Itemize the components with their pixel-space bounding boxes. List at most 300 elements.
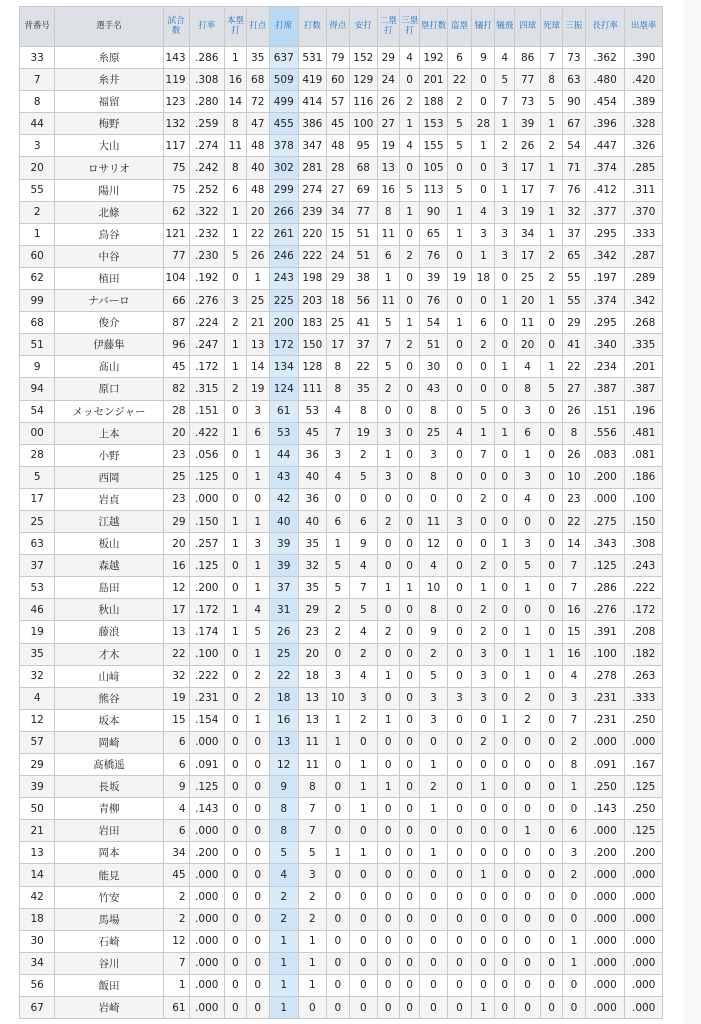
cell-obp: .287 <box>625 245 663 267</box>
cell-so: 26 <box>562 400 585 422</box>
cell-no: 12 <box>20 709 55 731</box>
cell-name: 岩貞 <box>55 488 163 510</box>
cell-hr: 0 <box>224 665 246 687</box>
cell-obp: .333 <box>625 687 663 709</box>
cell-d: 0 <box>377 798 399 820</box>
cell-ab: 419 <box>298 69 326 91</box>
cell-hbp: 0 <box>541 665 563 687</box>
cell-sf: 1 <box>495 356 515 378</box>
cell-avg: .280 <box>189 91 224 113</box>
cell-t: 0 <box>399 952 420 974</box>
cell-h: 0 <box>349 908 377 930</box>
cell-sf: 0 <box>495 510 515 532</box>
column-header-g[interactable]: 試合数 <box>163 7 189 47</box>
cell-hr: 1 <box>224 223 246 245</box>
cell-sb: 5 <box>447 113 472 135</box>
cell-rbi: 48 <box>246 179 269 201</box>
cell-no: 32 <box>20 665 55 687</box>
cell-g: 121 <box>163 223 189 245</box>
cell-slg: .391 <box>585 621 625 643</box>
cell-ab: 53 <box>298 400 326 422</box>
cell-r: 0 <box>326 886 349 908</box>
cell-bb: 1 <box>515 577 541 599</box>
cell-t: 0 <box>399 776 420 798</box>
cell-d: 0 <box>377 886 399 908</box>
cell-sf: 0 <box>495 466 515 488</box>
cell-hbp: 0 <box>541 577 563 599</box>
cell-so: 4 <box>562 665 585 687</box>
cell-name: 鳥谷 <box>55 223 163 245</box>
cell-h: 38 <box>349 267 377 289</box>
cell-pa: 26 <box>269 621 298 643</box>
cell-sh: 1 <box>472 776 495 798</box>
cell-d: 6 <box>377 245 399 267</box>
cell-rbi: 0 <box>246 488 269 510</box>
cell-rbi: 1 <box>246 643 269 665</box>
cell-no: 4 <box>20 687 55 709</box>
table-row <box>20 886 663 908</box>
cell-bb: 0 <box>515 997 541 1019</box>
cell-t: 0 <box>399 444 420 466</box>
cell-tb: 0 <box>420 997 447 1019</box>
cell-tb: 90 <box>420 201 447 223</box>
cell-t: 4 <box>399 47 420 69</box>
cell-h: 0 <box>349 886 377 908</box>
cell-slg: .396 <box>585 113 625 135</box>
cell-t: 0 <box>399 621 420 643</box>
cell-sh: 0 <box>472 952 495 974</box>
cell-slg: .000 <box>585 997 625 1019</box>
cell-d: 19 <box>377 135 399 157</box>
cell-rbi: 5 <box>246 621 269 643</box>
cell-d: 0 <box>377 400 399 422</box>
cell-r: 0 <box>326 997 349 1019</box>
cell-sf: 0 <box>495 754 515 776</box>
cell-sb: 0 <box>447 997 472 1019</box>
column-header-slg[interactable]: 長打率 <box>585 7 625 47</box>
cell-avg: .151 <box>189 400 224 422</box>
cell-sb: 0 <box>447 820 472 842</box>
cell-bb: 0 <box>515 731 541 753</box>
cell-r: 0 <box>326 754 349 776</box>
cell-ab: 7 <box>298 798 326 820</box>
cell-r: 1 <box>326 533 349 555</box>
cell-no: 44 <box>20 113 55 135</box>
cell-d: 1 <box>377 444 399 466</box>
cell-sh: 2 <box>472 731 495 753</box>
cell-bb: 0 <box>515 776 541 798</box>
cell-sf: 4 <box>495 47 515 69</box>
cell-tb: 0 <box>420 864 447 886</box>
cell-g: 20 <box>163 422 189 444</box>
cell-bb: 0 <box>515 510 541 532</box>
cell-slg: .125 <box>585 555 625 577</box>
table-row <box>20 290 663 312</box>
cell-pa: 299 <box>269 179 298 201</box>
cell-pa: 37 <box>269 577 298 599</box>
cell-h: 2 <box>349 709 377 731</box>
cell-tb: 0 <box>420 886 447 908</box>
cell-rbi: 0 <box>246 864 269 886</box>
cell-so: 7 <box>562 709 585 731</box>
cell-bb: 26 <box>515 135 541 157</box>
cell-hbp: 0 <box>541 997 563 1019</box>
cell-name: 長坂 <box>55 776 163 798</box>
cell-sb: 0 <box>447 908 472 930</box>
cell-ab: 3 <box>298 864 326 886</box>
cell-slg: .100 <box>585 643 625 665</box>
cell-d: 26 <box>377 91 399 113</box>
cell-so: 76 <box>562 179 585 201</box>
column-header-r[interactable]: 得点 <box>326 7 349 47</box>
cell-no: 56 <box>20 974 55 996</box>
cell-ab: 203 <box>298 290 326 312</box>
cell-h: 4 <box>349 621 377 643</box>
cell-t: 0 <box>399 930 420 952</box>
cell-tb: 65 <box>420 223 447 245</box>
cell-name: 能見 <box>55 864 163 886</box>
cell-bb: 4 <box>515 356 541 378</box>
cell-rbi: 0 <box>246 997 269 1019</box>
cell-name: 岩田 <box>55 820 163 842</box>
table-row <box>20 776 663 798</box>
cell-avg: .056 <box>189 444 224 466</box>
cell-bb: 1 <box>515 820 541 842</box>
cell-r: 1 <box>326 842 349 864</box>
cell-g: 45 <box>163 356 189 378</box>
cell-r: 57 <box>326 91 349 113</box>
cell-sb: 2 <box>447 91 472 113</box>
cell-hr: 0 <box>224 267 246 289</box>
cell-h: 6 <box>349 510 377 532</box>
cell-g: 34 <box>163 842 189 864</box>
cell-hbp: 0 <box>541 488 563 510</box>
cell-pa: 1 <box>269 974 298 996</box>
cell-obp: .285 <box>625 157 663 179</box>
cell-slg: .447 <box>585 135 625 157</box>
cell-h: 0 <box>349 864 377 886</box>
cell-slg: .343 <box>585 533 625 555</box>
cell-so: 2 <box>562 864 585 886</box>
cell-tb: 8 <box>420 599 447 621</box>
cell-bb: 0 <box>515 930 541 952</box>
cell-avg: .224 <box>189 312 224 334</box>
cell-sb: 22 <box>447 69 472 91</box>
cell-hbp: 2 <box>541 135 563 157</box>
cell-slg: .278 <box>585 665 625 687</box>
cell-rbi: 25 <box>246 290 269 312</box>
cell-sb: 0 <box>447 864 472 886</box>
cell-no: 55 <box>20 179 55 201</box>
column-header-bb[interactable]: 四球 <box>515 7 541 47</box>
cell-ab: 150 <box>298 334 326 356</box>
cell-avg: .000 <box>189 974 224 996</box>
cell-pa: 8 <box>269 798 298 820</box>
cell-name: 竹安 <box>55 886 163 908</box>
cell-rbi: 0 <box>246 974 269 996</box>
cell-r: 0 <box>326 776 349 798</box>
cell-bb: 5 <box>515 555 541 577</box>
cell-hbp: 0 <box>541 334 563 356</box>
cell-g: 62 <box>163 201 189 223</box>
cell-obp: .150 <box>625 510 663 532</box>
cell-rbi: 1 <box>246 466 269 488</box>
cell-t: 0 <box>399 466 420 488</box>
table-row <box>20 621 663 643</box>
cell-so: 55 <box>562 290 585 312</box>
cell-pa: 12 <box>269 754 298 776</box>
cell-r: 0 <box>326 820 349 842</box>
cell-hr: 1 <box>224 533 246 555</box>
cell-sb: 0 <box>447 776 472 798</box>
cell-hr: 0 <box>224 776 246 798</box>
column-header-obp[interactable]: 出塁率 <box>625 7 663 47</box>
cell-sf: 3 <box>495 157 515 179</box>
cell-avg: .322 <box>189 201 224 223</box>
cell-slg: .295 <box>585 312 625 334</box>
cell-pa: 9 <box>269 776 298 798</box>
cell-slg: .197 <box>585 267 625 289</box>
cell-sf: 0 <box>495 930 515 952</box>
cell-r: 8 <box>326 356 349 378</box>
table-row <box>20 91 663 113</box>
cell-sf: 2 <box>495 135 515 157</box>
cell-sh: 0 <box>472 69 495 91</box>
cell-obp: .335 <box>625 334 663 356</box>
cell-pa: 61 <box>269 400 298 422</box>
column-header-hr[interactable]: 本塁打 <box>224 7 246 47</box>
cell-h: 100 <box>349 113 377 135</box>
cell-bb: 0 <box>515 842 541 864</box>
cell-hbp: 0 <box>541 466 563 488</box>
cell-name: 江越 <box>55 510 163 532</box>
column-header-h[interactable]: 安打 <box>349 7 377 47</box>
cell-avg: .230 <box>189 245 224 267</box>
cell-d: 0 <box>377 599 399 621</box>
cell-hr: 0 <box>224 997 246 1019</box>
cell-hbp: 2 <box>541 245 563 267</box>
cell-rbi: 20 <box>246 201 269 223</box>
scrollbar-track[interactable] <box>684 0 701 1024</box>
cell-so: 55 <box>562 267 585 289</box>
cell-hr: 0 <box>224 731 246 753</box>
column-header-sb[interactable]: 盗塁 <box>447 7 472 47</box>
cell-sh: 0 <box>472 820 495 842</box>
table-row <box>20 510 663 532</box>
cell-g: 23 <box>163 444 189 466</box>
cell-d: 1 <box>377 267 399 289</box>
cell-hr: 1 <box>224 356 246 378</box>
cell-pa: 200 <box>269 312 298 334</box>
cell-h: 0 <box>349 974 377 996</box>
column-header-pa[interactable]: 打席 <box>269 7 298 47</box>
cell-g: 20 <box>163 533 189 555</box>
cell-avg: .222 <box>189 665 224 687</box>
table-row <box>20 378 663 400</box>
cell-no: 46 <box>20 599 55 621</box>
column-header-sh[interactable]: 犠打 <box>472 7 495 47</box>
cell-obp: .268 <box>625 312 663 334</box>
cell-r: 0 <box>326 930 349 952</box>
cell-so: 90 <box>562 91 585 113</box>
cell-ab: 1 <box>298 974 326 996</box>
cell-sh: 0 <box>472 91 495 113</box>
column-header-rbi[interactable]: 打点 <box>246 7 269 47</box>
column-header-name[interactable]: 選手名 <box>55 7 163 47</box>
cell-sf: 1 <box>495 533 515 555</box>
cell-g: 143 <box>163 47 189 69</box>
cell-ab: 414 <box>298 91 326 113</box>
cell-avg: .000 <box>189 731 224 753</box>
cell-rbi: 0 <box>246 842 269 864</box>
cell-hbp: 0 <box>541 731 563 753</box>
cell-obp: .000 <box>625 908 663 930</box>
cell-ab: 128 <box>298 356 326 378</box>
cell-sf: 3 <box>495 223 515 245</box>
cell-slg: .250 <box>585 776 625 798</box>
cell-sh: 7 <box>472 444 495 466</box>
cell-obp: .000 <box>625 997 663 1019</box>
table-row <box>20 444 663 466</box>
cell-name: 秋山 <box>55 599 163 621</box>
column-header-so[interactable]: 三振 <box>562 7 585 47</box>
cell-no: 39 <box>20 776 55 798</box>
cell-hr: 1 <box>224 621 246 643</box>
cell-sb: 5 <box>447 179 472 201</box>
cell-avg: .172 <box>189 356 224 378</box>
cell-bb: 17 <box>515 245 541 267</box>
cell-tb: 54 <box>420 312 447 334</box>
cell-no: 94 <box>20 378 55 400</box>
cell-so: 23 <box>562 488 585 510</box>
cell-hbp: 0 <box>541 709 563 731</box>
column-header-avg[interactable]: 打率 <box>189 7 224 47</box>
cell-d: 16 <box>377 179 399 201</box>
cell-hr: 0 <box>224 466 246 488</box>
cell-name: 北條 <box>55 201 163 223</box>
cell-ab: 13 <box>298 687 326 709</box>
cell-sh: 1 <box>472 135 495 157</box>
cell-bb: 3 <box>515 400 541 422</box>
column-header-no[interactable]: 背番号 <box>20 7 55 47</box>
cell-h: 152 <box>349 47 377 69</box>
cell-so: 29 <box>562 312 585 334</box>
cell-avg: .000 <box>189 930 224 952</box>
column-header-tb[interactable]: 塁打数 <box>420 7 447 47</box>
cell-sh: 0 <box>472 908 495 930</box>
cell-tb: 0 <box>420 820 447 842</box>
cell-so: 65 <box>562 245 585 267</box>
cell-r: 24 <box>326 245 349 267</box>
cell-no: 37 <box>20 555 55 577</box>
cell-d: 0 <box>377 842 399 864</box>
cell-tb: 3 <box>420 444 447 466</box>
cell-ab: 8 <box>298 776 326 798</box>
cell-so: 37 <box>562 223 585 245</box>
cell-rbi: 22 <box>246 223 269 245</box>
cell-d: 27 <box>377 113 399 135</box>
cell-sf: 0 <box>495 599 515 621</box>
cell-hr: 0 <box>224 886 246 908</box>
cell-no: 1 <box>20 223 55 245</box>
cell-ab: 32 <box>298 555 326 577</box>
cell-t: 2 <box>399 91 420 113</box>
cell-hr: 2 <box>224 312 246 334</box>
column-header-hbp[interactable]: 死球 <box>541 7 563 47</box>
cell-d: 7 <box>377 334 399 356</box>
column-header-d[interactable]: 二塁打 <box>377 7 399 47</box>
cell-rbi: 0 <box>246 886 269 908</box>
cell-rbi: 0 <box>246 908 269 930</box>
cell-r: 2 <box>326 621 349 643</box>
column-header-ab[interactable]: 打数 <box>298 7 326 47</box>
cell-sh: 1 <box>472 245 495 267</box>
cell-hbp: 0 <box>541 952 563 974</box>
cell-ab: 2 <box>298 886 326 908</box>
cell-rbi: 13 <box>246 334 269 356</box>
cell-sb: 0 <box>447 754 472 776</box>
cell-hbp: 1 <box>541 643 563 665</box>
cell-avg: .252 <box>189 179 224 201</box>
cell-sf: 0 <box>495 731 515 753</box>
cell-hr: 0 <box>224 864 246 886</box>
cell-g: 6 <box>163 731 189 753</box>
cell-no: 3 <box>20 135 55 157</box>
cell-h: 0 <box>349 731 377 753</box>
cell-h: 68 <box>349 157 377 179</box>
cell-obp: .125 <box>625 776 663 798</box>
cell-obp: .000 <box>625 864 663 886</box>
cell-sh: 0 <box>472 466 495 488</box>
column-header-t[interactable]: 三塁打 <box>399 7 420 47</box>
cell-r: 6 <box>326 510 349 532</box>
cell-t: 0 <box>399 974 420 996</box>
cell-rbi: 4 <box>246 599 269 621</box>
cell-no: 14 <box>20 864 55 886</box>
cell-d: 5 <box>377 312 399 334</box>
cell-sh: 2 <box>472 488 495 510</box>
cell-d: 0 <box>377 820 399 842</box>
cell-rbi: 1 <box>246 709 269 731</box>
cell-hbp: 5 <box>541 91 563 113</box>
cell-name: 坂本 <box>55 709 163 731</box>
cell-r: 34 <box>326 201 349 223</box>
cell-bb: 2 <box>515 709 541 731</box>
cell-h: 95 <box>349 135 377 157</box>
column-header-sf[interactable]: 犠飛 <box>495 7 515 47</box>
cell-sb: 4 <box>447 422 472 444</box>
cell-so: 0 <box>562 908 585 930</box>
table-row <box>20 201 663 223</box>
table-row <box>20 488 663 510</box>
cell-so: 22 <box>562 510 585 532</box>
cell-rbi: 47 <box>246 113 269 135</box>
cell-g: 66 <box>163 290 189 312</box>
cell-sf: 0 <box>495 643 515 665</box>
cell-sf: 0 <box>495 312 515 334</box>
cell-sb: 1 <box>447 312 472 334</box>
cell-h: 35 <box>349 378 377 400</box>
cell-hr: 0 <box>224 555 246 577</box>
cell-no: 50 <box>20 798 55 820</box>
cell-so: 32 <box>562 201 585 223</box>
cell-h: 2 <box>349 643 377 665</box>
cell-sf: 0 <box>495 687 515 709</box>
cell-obp: .100 <box>625 488 663 510</box>
cell-rbi: 0 <box>246 952 269 974</box>
cell-ab: 29 <box>298 599 326 621</box>
table-row <box>20 599 663 621</box>
